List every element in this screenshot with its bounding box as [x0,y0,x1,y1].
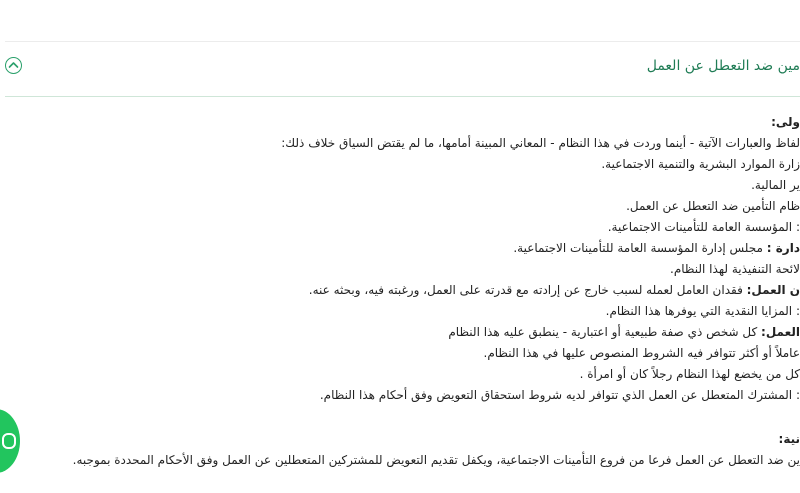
accordion-header[interactable] [0,42,800,96]
content-line: لفاظ والعبارات الآتية - أينما وردت في هذا النظام - المعاني المبينة أمامها، ما لم يقتض السياق خلاف ذلك: [281,136,800,150]
content-line: زارة الموارد البشرية والتنمية الاجتماعية. [601,157,800,171]
content-line: ين ضد التعطل عن العمل فرعا من فروع التأمينات الاجتماعية، ويكفل تقديم التعويض للمشتركين المتعطلين عن العمل وفق الأحكام المحددة بموجبه. [72,453,800,467]
content-line: العمل: كل شخص ذي صفة طبيعية أو اعتبارية - ينطبق عليه هذا النظام [448,325,800,339]
content-line: : المشترك المتعطل عن العمل الذي تتوافر لديه شروط استحقاق التعويض وفق أحكام هذا النظام. [319,388,800,402]
chat-icon [2,433,16,449]
content-line: لائحة التنفيذية لهذا النظام. [670,262,800,276]
content-line: دارة : مجلس إدارة المؤسسة العامة للتأمينات الاجتماعية. [513,241,800,255]
content-line: ير المالية. [751,178,800,192]
content-line: : المؤسسة العامة للتأمينات الاجتماعية. [607,220,800,234]
content-line: ظام التأمين ضد التعطل عن العمل. [626,199,800,213]
content-line: ن العمل: فقدان العامل لعمله لسبب خارج عن إرادته مع قدرته على العمل، ورغبته فيه، وبحثه عنه. [308,283,800,297]
content-line: كل من يخضع لهذا النظام رجلاً كان أو امرأة . [579,367,800,381]
chevron-up-icon[interactable] [5,57,22,74]
accordion-title: مين ضد التعطل عن العمل [646,58,800,74]
section-gap [0,406,800,429]
header-divider [5,96,800,97]
content-line: : المزايا النقدية التي يوفرها هذا النظام. [605,304,800,318]
content-line: ولى: [771,115,800,129]
content-line: عاملاً أو أكثر تتوافر فيه الشروط المنصوص عليها في هذا النظام. [483,346,800,360]
content-line: نية: [778,432,800,446]
accordion-content [0,112,800,471]
